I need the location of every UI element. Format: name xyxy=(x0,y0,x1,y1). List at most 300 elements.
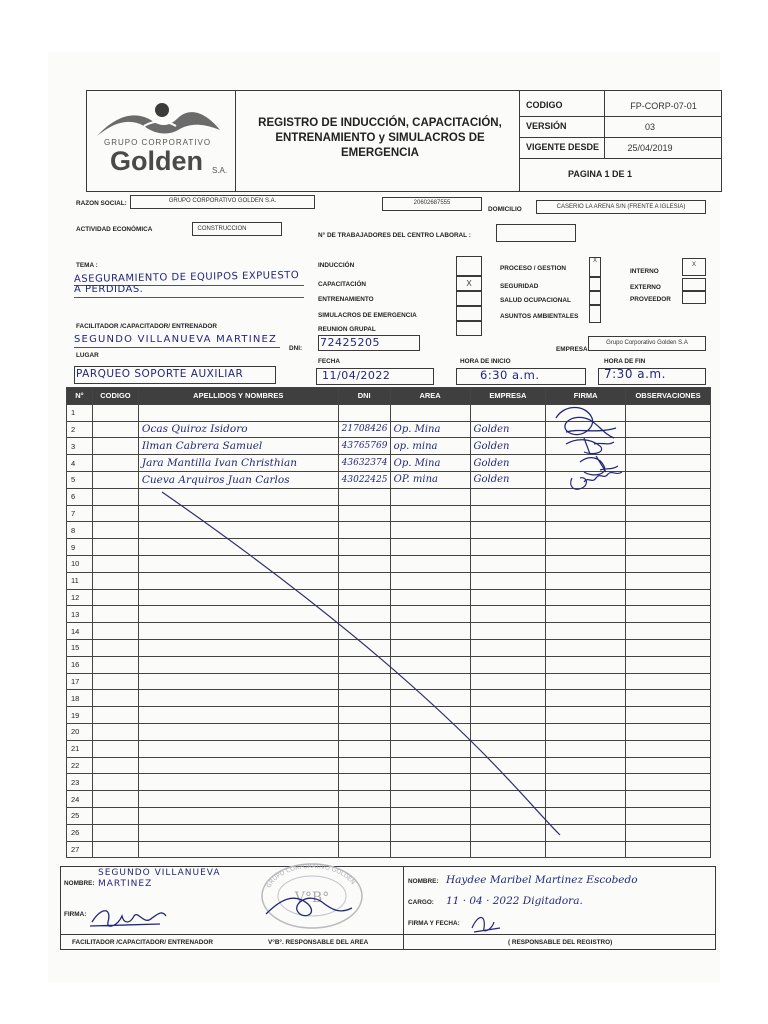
form-title: REGISTRO DE INDUCCIÓN, CAPACITACIÓN, ENTRENAMIENTO y SIMULACROS DE EMERGENCIA xyxy=(258,117,502,159)
row-observaciones xyxy=(626,455,711,472)
row-codigo xyxy=(92,589,138,606)
row-empresa xyxy=(470,606,546,623)
row-firma xyxy=(546,639,626,656)
row-observaciones xyxy=(626,757,711,774)
row-codigo xyxy=(92,555,138,572)
row-observaciones xyxy=(626,421,711,438)
row-nombre xyxy=(138,807,338,824)
row-empresa: Golden xyxy=(470,421,546,438)
table-row xyxy=(67,623,711,640)
trabajadores-label: N° DE TRABAJADORES DEL CENTRO LABORAL : xyxy=(318,232,471,239)
row-firma xyxy=(546,774,626,791)
codigo-label: CODIGO xyxy=(526,100,563,110)
row-observaciones xyxy=(626,471,711,488)
row-dni xyxy=(338,841,390,858)
row-number: 7 xyxy=(67,505,93,522)
row-area xyxy=(390,807,470,824)
row-dni: 43022425 xyxy=(338,471,390,488)
row-observaciones xyxy=(626,522,711,539)
facilitador-label: FACILITADOR /CAPACITADOR/ ENTRENADOR xyxy=(76,323,217,330)
dni-value: 72425205 xyxy=(320,336,380,349)
row-empresa xyxy=(470,774,546,791)
row-observaciones xyxy=(626,673,711,690)
stamp-ring-text: GRUPO CORPORATIVO GOLDEN xyxy=(265,862,357,890)
row-area xyxy=(390,791,470,808)
row-firma xyxy=(546,455,626,472)
meta-row-line-2 xyxy=(519,137,722,138)
row-observaciones xyxy=(626,656,711,673)
row-number: 17 xyxy=(67,673,93,690)
table-row xyxy=(67,807,711,824)
row-firma xyxy=(546,522,626,539)
row-area xyxy=(390,639,470,656)
row-dni xyxy=(338,572,390,589)
fecha-value: 11/04/2022 xyxy=(322,369,391,382)
row-empresa xyxy=(470,505,546,522)
row-codigo xyxy=(92,471,138,488)
row-dni xyxy=(338,690,390,707)
lugar-value: PARQUEO SOPORTE AUXILIAR xyxy=(76,368,244,380)
row-number: 24 xyxy=(67,791,93,808)
responsable-signature xyxy=(468,910,508,934)
option-induccion-checkbox[interactable] xyxy=(456,256,482,276)
row-codigo xyxy=(92,455,138,472)
footer-firma-label: FIRMA: xyxy=(64,911,87,918)
codigo-value: FP-CORP-07-01 xyxy=(630,101,697,111)
row-codigo xyxy=(92,690,138,707)
row-number: 1 xyxy=(67,404,93,421)
row-empresa xyxy=(470,555,546,572)
ruc-value: 20602687555 xyxy=(413,200,451,206)
row-empresa xyxy=(470,841,546,858)
row-codigo xyxy=(92,623,138,640)
row-codigo xyxy=(92,421,138,438)
row-number: 11 xyxy=(67,572,93,589)
row-codigo xyxy=(92,740,138,757)
row-codigo xyxy=(92,639,138,656)
meta-row-line-1 xyxy=(519,116,722,117)
row-firma xyxy=(546,656,626,673)
option-proceso-mark: X xyxy=(592,258,597,264)
row-number: 13 xyxy=(67,606,93,623)
row-nombre xyxy=(138,841,338,858)
footer-facilitador-caption: FACILITADOR /CAPACITADOR/ ENTRENADOR xyxy=(72,939,213,946)
option-proceso-label: PROCESO / GESTION xyxy=(500,265,567,272)
row-area xyxy=(390,606,470,623)
row-firma xyxy=(546,438,626,455)
table-row xyxy=(67,539,711,556)
table-row xyxy=(67,488,711,505)
row-codigo xyxy=(92,522,138,539)
row-nombre xyxy=(138,522,338,539)
row-dni xyxy=(338,522,390,539)
option-seguridad-label: SEGURIDAD xyxy=(500,283,539,290)
row-empresa: Golden xyxy=(470,438,546,455)
footer-resp-nombre-value: Haydee Maribel Martinez Escobedo xyxy=(446,874,638,886)
col-header-empresa: EMPRESA xyxy=(470,388,546,405)
table-row xyxy=(67,774,711,791)
row-dni xyxy=(338,589,390,606)
row-codigo xyxy=(92,673,138,690)
row-dni xyxy=(338,740,390,757)
table-row xyxy=(67,572,711,589)
row-dni: 43765769 xyxy=(338,438,390,455)
col-header-codigo: CODIGO xyxy=(92,388,138,405)
option-simulacros-checkbox[interactable] xyxy=(456,306,482,321)
version-label: VERSIÓN xyxy=(526,121,567,131)
table-row xyxy=(67,791,711,808)
row-nombre xyxy=(138,774,338,791)
row-observaciones xyxy=(626,555,711,572)
row-nombre xyxy=(138,639,338,656)
hora-inicio-label: HORA DE INICIO xyxy=(460,358,511,365)
footer-vobo-caption: V°B°. RESPONSABLE DEL AREA xyxy=(268,939,369,946)
row-codigo xyxy=(92,807,138,824)
row-area xyxy=(390,656,470,673)
row-number: 26 xyxy=(67,824,93,841)
option-entrenamiento-checkbox[interactable] xyxy=(456,291,482,306)
row-firma xyxy=(546,807,626,824)
row-empresa xyxy=(470,807,546,824)
lugar-label: LUGAR xyxy=(76,352,99,359)
row-area xyxy=(390,488,470,505)
footer-resp-caption: ( RESPONSABLE DEL REGISTRO) xyxy=(508,939,613,946)
row-firma xyxy=(546,488,626,505)
empresa-value: Grupo Corporativo Golden S.A xyxy=(606,340,688,346)
row-observaciones xyxy=(626,606,711,623)
row-empresa xyxy=(470,757,546,774)
col-header-area: AREA xyxy=(390,388,470,405)
row-number: 16 xyxy=(67,656,93,673)
row-number: 9 xyxy=(67,539,93,556)
row-codigo xyxy=(92,774,138,791)
row-dni xyxy=(338,404,390,421)
row-number: 27 xyxy=(67,841,93,858)
row-empresa xyxy=(470,589,546,606)
row-empresa xyxy=(470,673,546,690)
row-dni xyxy=(338,824,390,841)
row-nombre xyxy=(138,707,338,724)
row-nombre xyxy=(138,673,338,690)
row-number: 4 xyxy=(67,455,93,472)
row-number: 19 xyxy=(67,707,93,724)
row-observaciones xyxy=(626,589,711,606)
col-header-dni: DNI xyxy=(338,388,390,405)
vobo-stamp xyxy=(252,858,372,938)
empresa-label: EMPRESA xyxy=(556,346,588,353)
option-proveedor-label: PROVEEDOR xyxy=(630,296,671,303)
row-firma xyxy=(546,572,626,589)
row-number: 5 xyxy=(67,471,93,488)
row-codigo xyxy=(92,656,138,673)
option-ambientales-label: ASUNTOS AMBIENTALES xyxy=(500,313,579,320)
trabajadores-field xyxy=(496,224,576,242)
option-induccion-label: INDUCCIÓN xyxy=(318,262,355,269)
option-externo-checkbox[interactable] xyxy=(682,278,706,291)
row-dni xyxy=(338,807,390,824)
option-simulacros-label: SIMULACROS DE EMERGENCIA xyxy=(318,312,417,319)
row-empresa xyxy=(470,656,546,673)
row-codigo xyxy=(92,841,138,858)
table-header-row xyxy=(67,388,711,405)
row-observaciones xyxy=(626,841,711,858)
footer-bottom-line xyxy=(60,934,716,935)
row-observaciones xyxy=(626,505,711,522)
attendees-table-body xyxy=(67,404,711,858)
table-row xyxy=(67,740,711,757)
table-row xyxy=(67,757,711,774)
logo-company-suffix: S.A. xyxy=(212,166,228,175)
row-area xyxy=(390,774,470,791)
row-empresa xyxy=(470,740,546,757)
facilitador-underline xyxy=(74,347,280,348)
row-nombre xyxy=(138,505,338,522)
col-header-observaciones: OBSERVACIONES xyxy=(626,388,711,405)
facilitador-signature xyxy=(88,902,168,932)
row-empresa xyxy=(470,707,546,724)
row-number: 22 xyxy=(67,757,93,774)
razon-social-value: GRUPO CORPORATIVO GOLDEN S.A. xyxy=(168,198,277,204)
row-dni xyxy=(338,606,390,623)
facilitador-value: SEGUNDO VILLANUEVA MARTINEZ xyxy=(74,334,278,345)
table-row xyxy=(67,707,711,724)
option-salud-checkbox[interactable] xyxy=(589,291,601,305)
option-entrenamiento-label: ENTRENAMIENTO xyxy=(318,296,374,303)
hora-fin-label: HORA DE FIN xyxy=(604,358,646,365)
razon-social-label: RAZON SOCIAL: xyxy=(76,200,127,207)
company-logo xyxy=(92,96,232,186)
actividad-label: ACTIVIDAD ECONÓMICA xyxy=(76,226,153,233)
row-nombre xyxy=(138,606,338,623)
row-nombre: Cueva Arquiros Juan Carlos xyxy=(138,471,338,488)
row-area xyxy=(390,589,470,606)
vobo-stamp-text: V°B° xyxy=(294,890,330,906)
row-empresa xyxy=(470,723,546,740)
table-row xyxy=(67,723,711,740)
row-area: Op. Mina xyxy=(390,421,470,438)
row-firma xyxy=(546,791,626,808)
row-nombre xyxy=(138,555,338,572)
fecha-label: FECHA xyxy=(318,358,341,365)
table-row xyxy=(67,673,711,690)
row-nombre xyxy=(138,740,338,757)
table-row xyxy=(67,690,711,707)
row-number: 3 xyxy=(67,438,93,455)
row-area: OP. mina xyxy=(390,471,470,488)
row-empresa xyxy=(470,824,546,841)
col-header-n: N° xyxy=(67,388,93,405)
option-capacitacion-label: CAPACITACIÓN xyxy=(318,281,367,288)
row-empresa xyxy=(470,623,546,640)
table-row xyxy=(67,438,711,455)
option-ambientales-checkbox[interactable] xyxy=(589,305,601,323)
option-capacitacion-mark: X xyxy=(466,279,472,288)
row-observaciones xyxy=(626,539,711,556)
row-nombre xyxy=(138,572,338,589)
row-number: 6 xyxy=(67,488,93,505)
row-area xyxy=(390,824,470,841)
row-dni xyxy=(338,539,390,556)
col-header-nombres: APELLIDOS Y NOMBRES xyxy=(138,388,338,405)
row-dni xyxy=(338,555,390,572)
option-reunion-label: REUNION GRUPAL xyxy=(318,326,376,333)
row-dni xyxy=(338,488,390,505)
row-dni xyxy=(338,505,390,522)
row-dni xyxy=(338,623,390,640)
row-area xyxy=(390,555,470,572)
row-firma xyxy=(546,555,626,572)
row-observaciones xyxy=(626,807,711,824)
pagina-label: PAGINA 1 DE 1 xyxy=(568,169,633,179)
row-area: Op. Mina xyxy=(390,455,470,472)
row-observaciones xyxy=(626,639,711,656)
row-nombre xyxy=(138,824,338,841)
row-empresa xyxy=(470,572,546,589)
tema-underline-2 xyxy=(74,297,304,298)
row-observaciones xyxy=(626,690,711,707)
row-nombre xyxy=(138,791,338,808)
footer-firma-fecha-label: FIRMA Y FECHA: xyxy=(408,920,460,927)
row-area xyxy=(390,740,470,757)
logo-group-label: GRUPO CORPORATIVO xyxy=(104,138,212,147)
row-firma xyxy=(546,757,626,774)
row-firma xyxy=(546,690,626,707)
row-number: 14 xyxy=(67,623,93,640)
row-nombre xyxy=(138,623,338,640)
row-observaciones xyxy=(626,824,711,841)
table-row xyxy=(67,656,711,673)
row-observaciones xyxy=(626,740,711,757)
footer-nombre-label: NOMBRE: xyxy=(64,880,95,887)
row-empresa: Golden xyxy=(470,471,546,488)
row-codigo xyxy=(92,757,138,774)
row-observaciones xyxy=(626,404,711,421)
row-area xyxy=(390,505,470,522)
row-area xyxy=(390,723,470,740)
row-firma xyxy=(546,606,626,623)
row-empresa xyxy=(470,690,546,707)
row-empresa xyxy=(470,522,546,539)
table-row xyxy=(67,404,711,421)
col-header-firma: FIRMA xyxy=(546,388,626,405)
row-dni xyxy=(338,673,390,690)
footer-cargo-label: CARGO: xyxy=(408,899,434,906)
row-number: 12 xyxy=(67,589,93,606)
option-interno-label: INTERNO xyxy=(630,268,659,275)
option-proveedor-checkbox[interactable] xyxy=(682,291,706,304)
hora-fin-value: 7:30 a.m. xyxy=(604,367,666,381)
table-row xyxy=(67,505,711,522)
dni-label: DNI: xyxy=(289,345,303,352)
tema-line-1: ASEGURAMIENTO DE EQUIPOS EXPUESTO xyxy=(73,270,300,285)
row-observaciones xyxy=(626,774,711,791)
row-codigo xyxy=(92,488,138,505)
row-nombre xyxy=(138,589,338,606)
option-externo-label: EXTERNO xyxy=(630,284,661,291)
option-reunion-checkbox[interactable] xyxy=(456,321,482,336)
row-firma xyxy=(546,723,626,740)
option-salud-label: SALUD OCUPACIONAL xyxy=(500,297,571,304)
row-observaciones xyxy=(626,438,711,455)
row-area xyxy=(390,572,470,589)
row-observaciones xyxy=(626,488,711,505)
row-codigo xyxy=(92,539,138,556)
row-firma xyxy=(546,824,626,841)
row-firma xyxy=(546,404,626,421)
logo-company-name: Golden xyxy=(110,146,203,176)
row-firma xyxy=(546,589,626,606)
vigente-label: VIGENTE DESDE xyxy=(526,142,600,152)
row-codigo xyxy=(92,505,138,522)
row-area xyxy=(390,539,470,556)
row-nombre xyxy=(138,488,338,505)
row-number: 2 xyxy=(67,421,93,438)
row-firma xyxy=(546,505,626,522)
row-firma xyxy=(546,707,626,724)
table-row xyxy=(67,455,711,472)
row-empresa xyxy=(470,488,546,505)
row-dni xyxy=(338,639,390,656)
row-number: 18 xyxy=(67,690,93,707)
row-dni: 21708426 xyxy=(338,421,390,438)
table-row xyxy=(67,606,711,623)
row-codigo xyxy=(92,707,138,724)
table-row xyxy=(67,639,711,656)
row-nombre xyxy=(138,404,338,421)
row-nombre xyxy=(138,757,338,774)
row-codigo xyxy=(92,723,138,740)
row-dni xyxy=(338,774,390,791)
table-row xyxy=(67,841,711,858)
row-empresa xyxy=(470,539,546,556)
option-interno-mark: X xyxy=(691,262,696,268)
tema-label: TEMA : xyxy=(76,262,98,269)
table-row xyxy=(67,589,711,606)
row-area: op. mina xyxy=(390,438,470,455)
row-dni xyxy=(338,757,390,774)
row-firma xyxy=(546,673,626,690)
row-empresa: Golden xyxy=(470,455,546,472)
row-area xyxy=(390,623,470,640)
domicilio-label: DOMICILIO xyxy=(488,206,522,213)
row-area xyxy=(390,404,470,421)
row-observaciones xyxy=(626,572,711,589)
row-empresa xyxy=(470,404,546,421)
meta-row-line-3 xyxy=(519,158,722,159)
vigente-value: 25/04/2019 xyxy=(627,143,673,153)
row-firma xyxy=(546,471,626,488)
row-codigo xyxy=(92,824,138,841)
table-row xyxy=(67,555,711,572)
row-codigo xyxy=(92,438,138,455)
row-dni xyxy=(338,707,390,724)
row-nombre xyxy=(138,539,338,556)
row-codigo xyxy=(92,404,138,421)
table-row xyxy=(67,421,711,438)
row-nombre xyxy=(138,690,338,707)
row-firma xyxy=(546,539,626,556)
row-area xyxy=(390,690,470,707)
row-area xyxy=(390,707,470,724)
row-firma xyxy=(546,740,626,757)
domicilio-value: CASERIO LA ARENA S/N (FRENTE A IGLESIA) xyxy=(556,204,686,210)
row-dni xyxy=(338,656,390,673)
row-nombre xyxy=(138,656,338,673)
option-seguridad-checkbox[interactable] xyxy=(589,277,601,291)
row-observaciones xyxy=(626,723,711,740)
row-empresa xyxy=(470,791,546,808)
row-nombre: Jara Mantilla Ivan Christhian xyxy=(138,455,338,472)
